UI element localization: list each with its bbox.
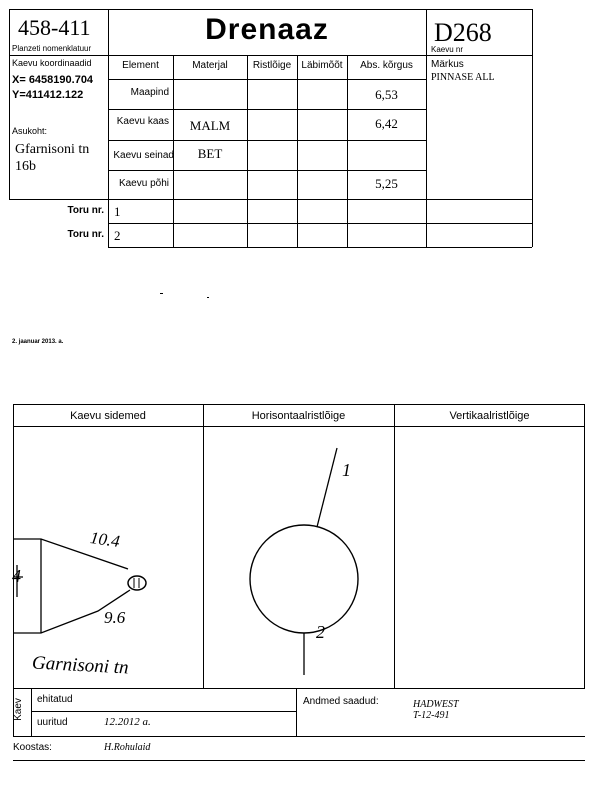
col-cross: [247, 55, 248, 247]
footer-side-divider: [31, 689, 32, 736]
composed-value: H.Rohulaid: [104, 742, 151, 753]
footer-side-label: Kaev: [12, 698, 24, 721]
well-number: D268: [434, 18, 492, 47]
col-diameter: [297, 55, 298, 247]
nomenclature-label: Planzeti nomenklatuur: [12, 44, 92, 53]
remarks-label: Märkus: [431, 59, 464, 70]
well-circle-small: [128, 576, 146, 590]
coords-label: Kaevu koordinaadid: [12, 58, 92, 68]
nomenclature: 458-411: [18, 15, 91, 40]
section-connections: Kaevu sidemed: [70, 410, 146, 422]
street-name-label: Garnisoni tn: [31, 652, 130, 679]
row-material-1: MALM: [189, 118, 231, 133]
well-number-label: Kaevu nr: [431, 45, 464, 54]
pipe-label-1: Toru nr.: [67, 205, 104, 216]
col-remarks-left: [426, 9, 427, 247]
data-source-line1: HADWEST: [413, 699, 459, 710]
row-abs-0: 6,53: [375, 87, 398, 102]
data-source-line2: T-12-491: [413, 710, 450, 721]
row-abs-3: 5,25: [375, 176, 398, 191]
surveyed-label: uuritud: [37, 717, 68, 728]
sketch-divider-2: [394, 404, 395, 689]
row-element-0: Maapind: [130, 87, 169, 98]
remarks-value: PINNASE ALL: [431, 72, 495, 83]
row-material-2: BET: [197, 146, 223, 161]
side-mark-label: 4: [12, 566, 21, 586]
composed-label: Koostas:: [13, 742, 52, 753]
row-line-2: [108, 109, 426, 110]
speck: [160, 293, 163, 294]
coord-x: X= 6458190.704: [12, 74, 94, 86]
page-title: Drenaaz: [205, 13, 329, 46]
coord-y: Y=411412.122: [12, 89, 84, 101]
col-abs: [347, 55, 348, 247]
footer-mid-divider: [296, 689, 297, 736]
row-element-1: Kaevu kaas: [116, 116, 169, 127]
row-line-6: [108, 223, 532, 224]
lower-length-label: 9.6: [104, 608, 126, 627]
well-circle: [250, 525, 358, 633]
pipe-1-label: 1: [342, 460, 351, 480]
header-cross: Ristlõige: [252, 60, 292, 71]
footer-bottom-line: [13, 736, 585, 737]
left-bottom: [9, 199, 109, 200]
section-vertical: Vertikaalristlõige: [449, 410, 530, 422]
row-line-4: [108, 170, 426, 171]
right-border: [532, 9, 533, 247]
pipe-label-2: Toru nr.: [67, 229, 104, 240]
pipe-number-1: 1: [114, 204, 121, 219]
horizontal-drawing: [203, 427, 394, 689]
location-line2: 16b: [15, 159, 36, 174]
left-border: [9, 9, 10, 199]
surveyed-value: 12.2012 a.: [104, 716, 151, 728]
top-border: [9, 9, 532, 10]
location-label: Asukoht:: [12, 126, 48, 136]
pipe-1-line: [317, 448, 337, 527]
pipe-number-2: 2: [114, 228, 121, 243]
row-line-7: [108, 247, 532, 248]
row-abs-1: 6,42: [375, 116, 398, 131]
upper-length-label: 10.4: [88, 528, 121, 551]
header-material: Materjal: [192, 60, 228, 71]
well-circle-mark: [134, 578, 139, 588]
row-line-3: [108, 140, 426, 141]
pipe-2-label: 2: [316, 622, 325, 642]
row-line-5: [108, 199, 532, 200]
footer-row-line: [31, 711, 296, 712]
section-horizontal: Horisontaalristlõige: [251, 410, 346, 422]
header-element: Element: [122, 60, 159, 71]
row-element-2: Kaevu seinad: [113, 150, 174, 161]
connections-drawing: [13, 427, 203, 689]
location-line1: Gfarnisoni tn: [15, 142, 90, 157]
built-label: ehitatud: [37, 694, 73, 705]
row-element-3: Kaevu põhi: [118, 178, 169, 189]
speck: [207, 297, 209, 298]
header-abs: Abs. kõrgus: [360, 60, 413, 71]
composed-bottom-line: [13, 760, 585, 761]
data-source-label: Andmed saadud:: [303, 696, 379, 707]
document-date: 2. jaanuar 2013. a.: [12, 339, 64, 345]
title-bottom: [9, 55, 532, 56]
row-line-1: [108, 79, 426, 80]
header-diameter: Läbimõõt: [301, 60, 343, 71]
